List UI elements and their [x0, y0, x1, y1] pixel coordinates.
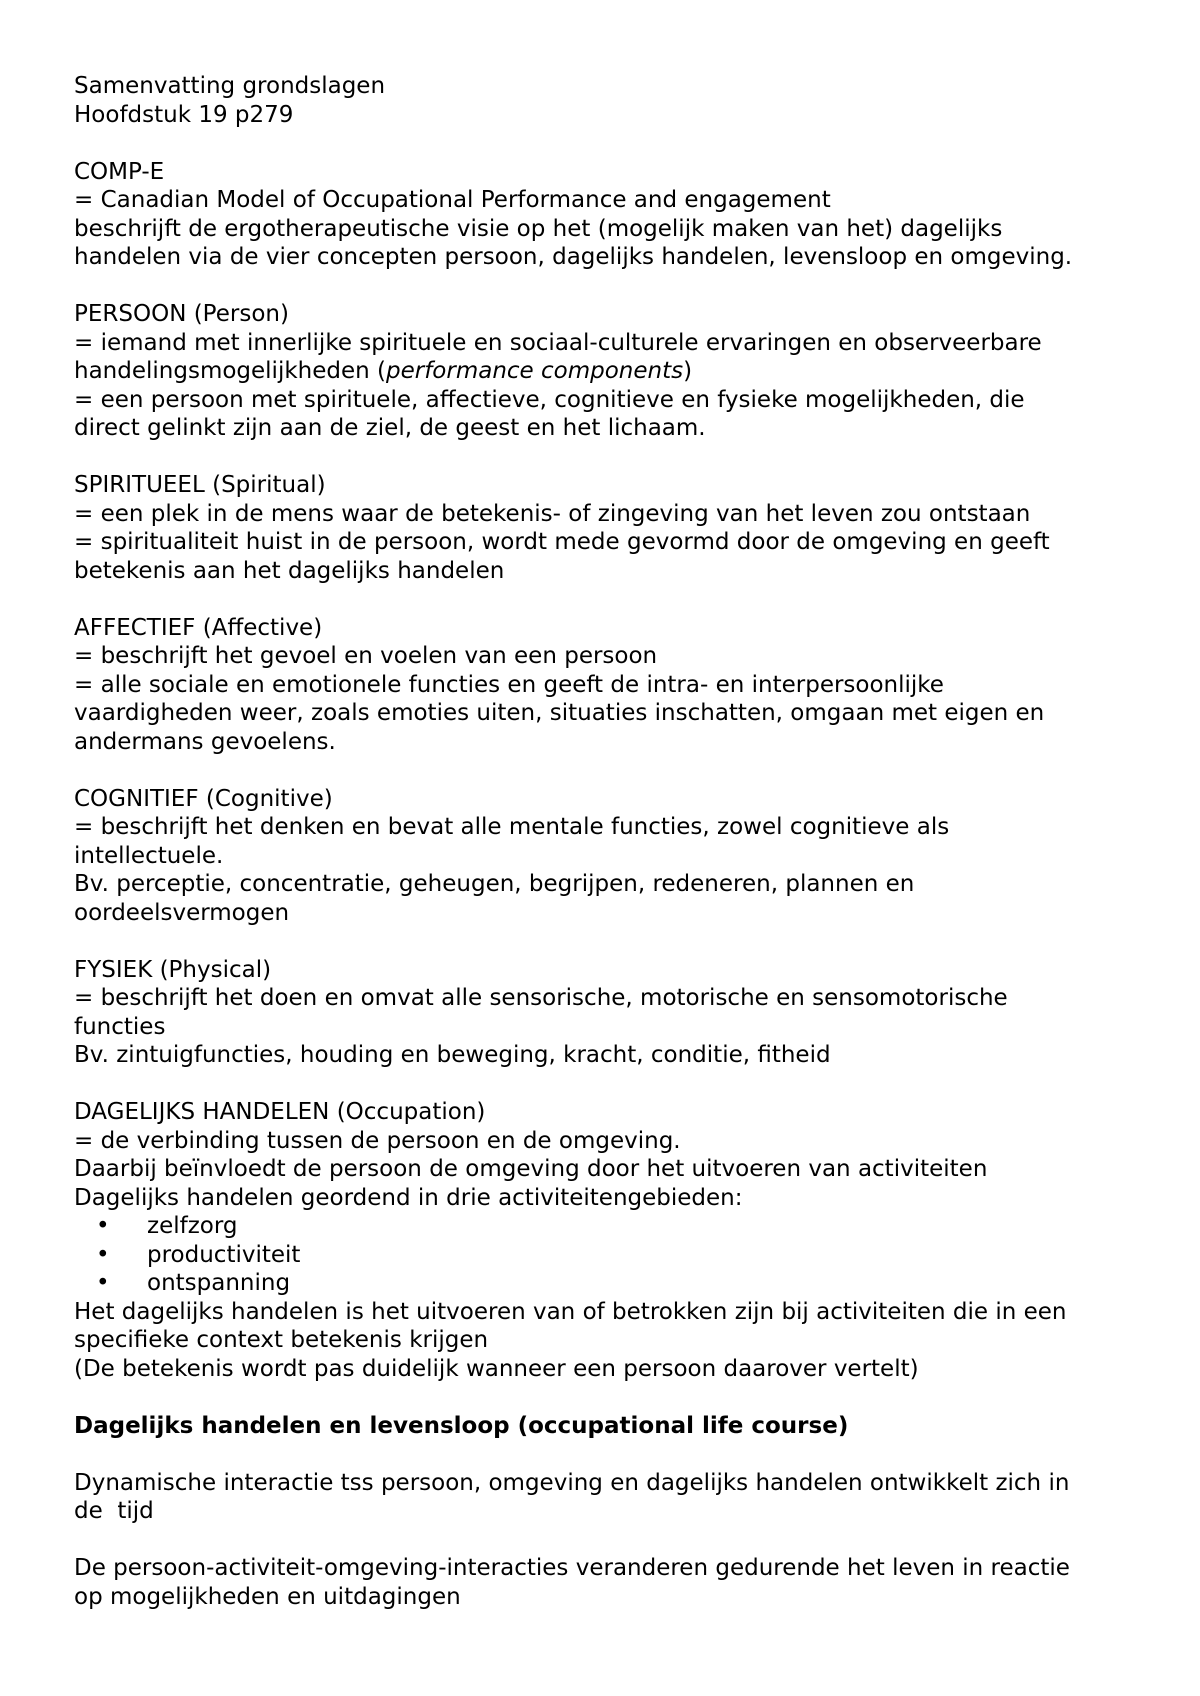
- list-item-label: productiviteit: [147, 1241, 301, 1268]
- cognitief-line: oordeelsvermogen: [74, 899, 290, 926]
- list-item: [74, 1212, 1140, 1241]
- spacer: [74, 1440, 1140, 1469]
- fysiek-line: Bv. zintuigfuncties, houding en beweging, kracht, conditie, fitheid: [74, 1042, 831, 1068]
- persoon-line: = een persoon met spirituele, affectieve, cognitieve en fysieke mogelijkheden, die: [74, 386, 1025, 413]
- cognitief-line: intellectuele.: [74, 842, 224, 869]
- cognitief-line: Bv. perceptie, concentratie, geheugen, begrijpen, redeneren, plannen en: [74, 871, 915, 897]
- affectief-line: andermans gevoelens.: [74, 728, 336, 755]
- dagelijks-line: (De betekenis wordt pas duidelijk wanneer een persoon daarover vertelt): [74, 1355, 919, 1382]
- list-item-label: ontspanning: [147, 1270, 291, 1296]
- persoon-line-end: ): [683, 358, 693, 384]
- dagelijks-line: Dagelijks handelen geordend in drie activiteitengebieden:: [74, 1184, 743, 1211]
- persoon-heading: PERSOON (Person): [74, 301, 289, 327]
- levensloop-heading: Dagelijks handelen en levensloop (occupational life course): [74, 1412, 849, 1439]
- persoon-line: direct gelinkt zijn aan de ziel, de geest en het lichaam.: [74, 415, 706, 441]
- affectief-line: = alle sociale en emotionele functies en geeft de intra- en interpersoonlijke: [74, 671, 944, 698]
- list-item-label: zelfzorg: [147, 1213, 238, 1239]
- spacer: [74, 1383, 1140, 1412]
- dagelijks-line: Daarbij beïnvloedt de persoon de omgeving door het uitvoeren van activiteiten: [74, 1156, 988, 1182]
- spacer: [74, 272, 1140, 301]
- performance-components-term: performance components: [386, 358, 684, 384]
- list-item: [74, 1241, 1140, 1270]
- spiritueel-line: betekenis aan het dagelijks handelen: [74, 557, 505, 584]
- spacer: [74, 756, 1140, 785]
- spacer: [74, 129, 1140, 158]
- persoon-line-performance: [74, 357, 1140, 386]
- spiritueel-line: = een plek in de mens waar de betekenis- of zingeving van het leven zou ontstaan: [74, 500, 1031, 527]
- comp-heading: COMP-E: [74, 158, 165, 185]
- spacer: [74, 927, 1140, 956]
- levensloop-line: De persoon-activiteit-omgeving-interacties veranderen gedurende het leven in reactie: [74, 1555, 1070, 1581]
- levensloop-line: op mogelijkheden en uitdagingen: [74, 1583, 461, 1610]
- fysiek-line: functies: [74, 1013, 166, 1040]
- spacer: [74, 585, 1140, 614]
- affectief-heading: AFFECTIEF (Affective): [74, 614, 323, 641]
- activity-areas-list: [74, 1212, 1140, 1298]
- list-item: [74, 1269, 1140, 1298]
- comp-line: = Canadian Model of Occupational Performance and engagement: [74, 187, 831, 213]
- document-title: Samenvatting grondslagen: [74, 73, 386, 99]
- spacer: [74, 1526, 1140, 1555]
- levensloop-line: Dynamische interactie tss persoon, omgeving en dagelijks handelen ontwikkelt zich in: [74, 1469, 1070, 1496]
- dagelijks-line: Het dagelijks handelen is het uitvoeren van of betrokken zijn bij activiteiten die in een: [74, 1298, 1067, 1325]
- spacer: [74, 1070, 1140, 1099]
- bullet-icon: •: [96, 1241, 110, 1268]
- spiritueel-heading: SPIRITUEEL (Spiritual): [74, 472, 326, 498]
- affectief-line: = beschrijft het gevoel en voelen van een persoon: [74, 643, 658, 669]
- affectief-line: vaardigheden weer, zoals emoties uiten, situaties inschatten, omgaan met eigen en: [74, 700, 1045, 726]
- fysiek-heading: FYSIEK (Physical): [74, 956, 272, 983]
- spacer: [74, 443, 1140, 472]
- persoon-line: = iemand met innerlijke spirituele en sociaal-culturele ervaringen en observeerbare: [74, 329, 1042, 356]
- spiritueel-line: = spiritualiteit huist in de persoon, wordt mede gevormd door de omgeving en geeft: [74, 529, 1050, 555]
- bullet-icon: •: [96, 1270, 110, 1296]
- comp-line: handelen via de vier concepten persoon, dagelijks handelen, levensloop en omgeving.: [74, 244, 1073, 270]
- dagelijks-line: specifieke context betekenis krijgen: [74, 1327, 489, 1353]
- bullet-icon: •: [96, 1213, 110, 1239]
- cognitief-heading: COGNITIEF (Cognitive): [74, 785, 333, 812]
- fysiek-line: = beschrijft het doen en omvat alle sensorische, motorische en sensomotorische: [74, 985, 1008, 1011]
- persoon-line-start: handelingsmogelijkheden (: [74, 358, 386, 384]
- dagelijks-heading: DAGELIJKS HANDELEN (Occupation): [74, 1099, 486, 1125]
- comp-line: beschrijft de ergotherapeutische visie op het (mogelijk maken van het) dagelijks: [74, 215, 1003, 242]
- chapter-reference: Hoofdstuk 19 p279: [74, 101, 294, 128]
- levensloop-line: de tijd: [74, 1498, 154, 1524]
- cognitief-line: = beschrijft het denken en bevat alle mentale functies, zowel cognitieve als: [74, 814, 950, 840]
- dagelijks-line: = de verbinding tussen de persoon en de omgeving.: [74, 1127, 681, 1154]
